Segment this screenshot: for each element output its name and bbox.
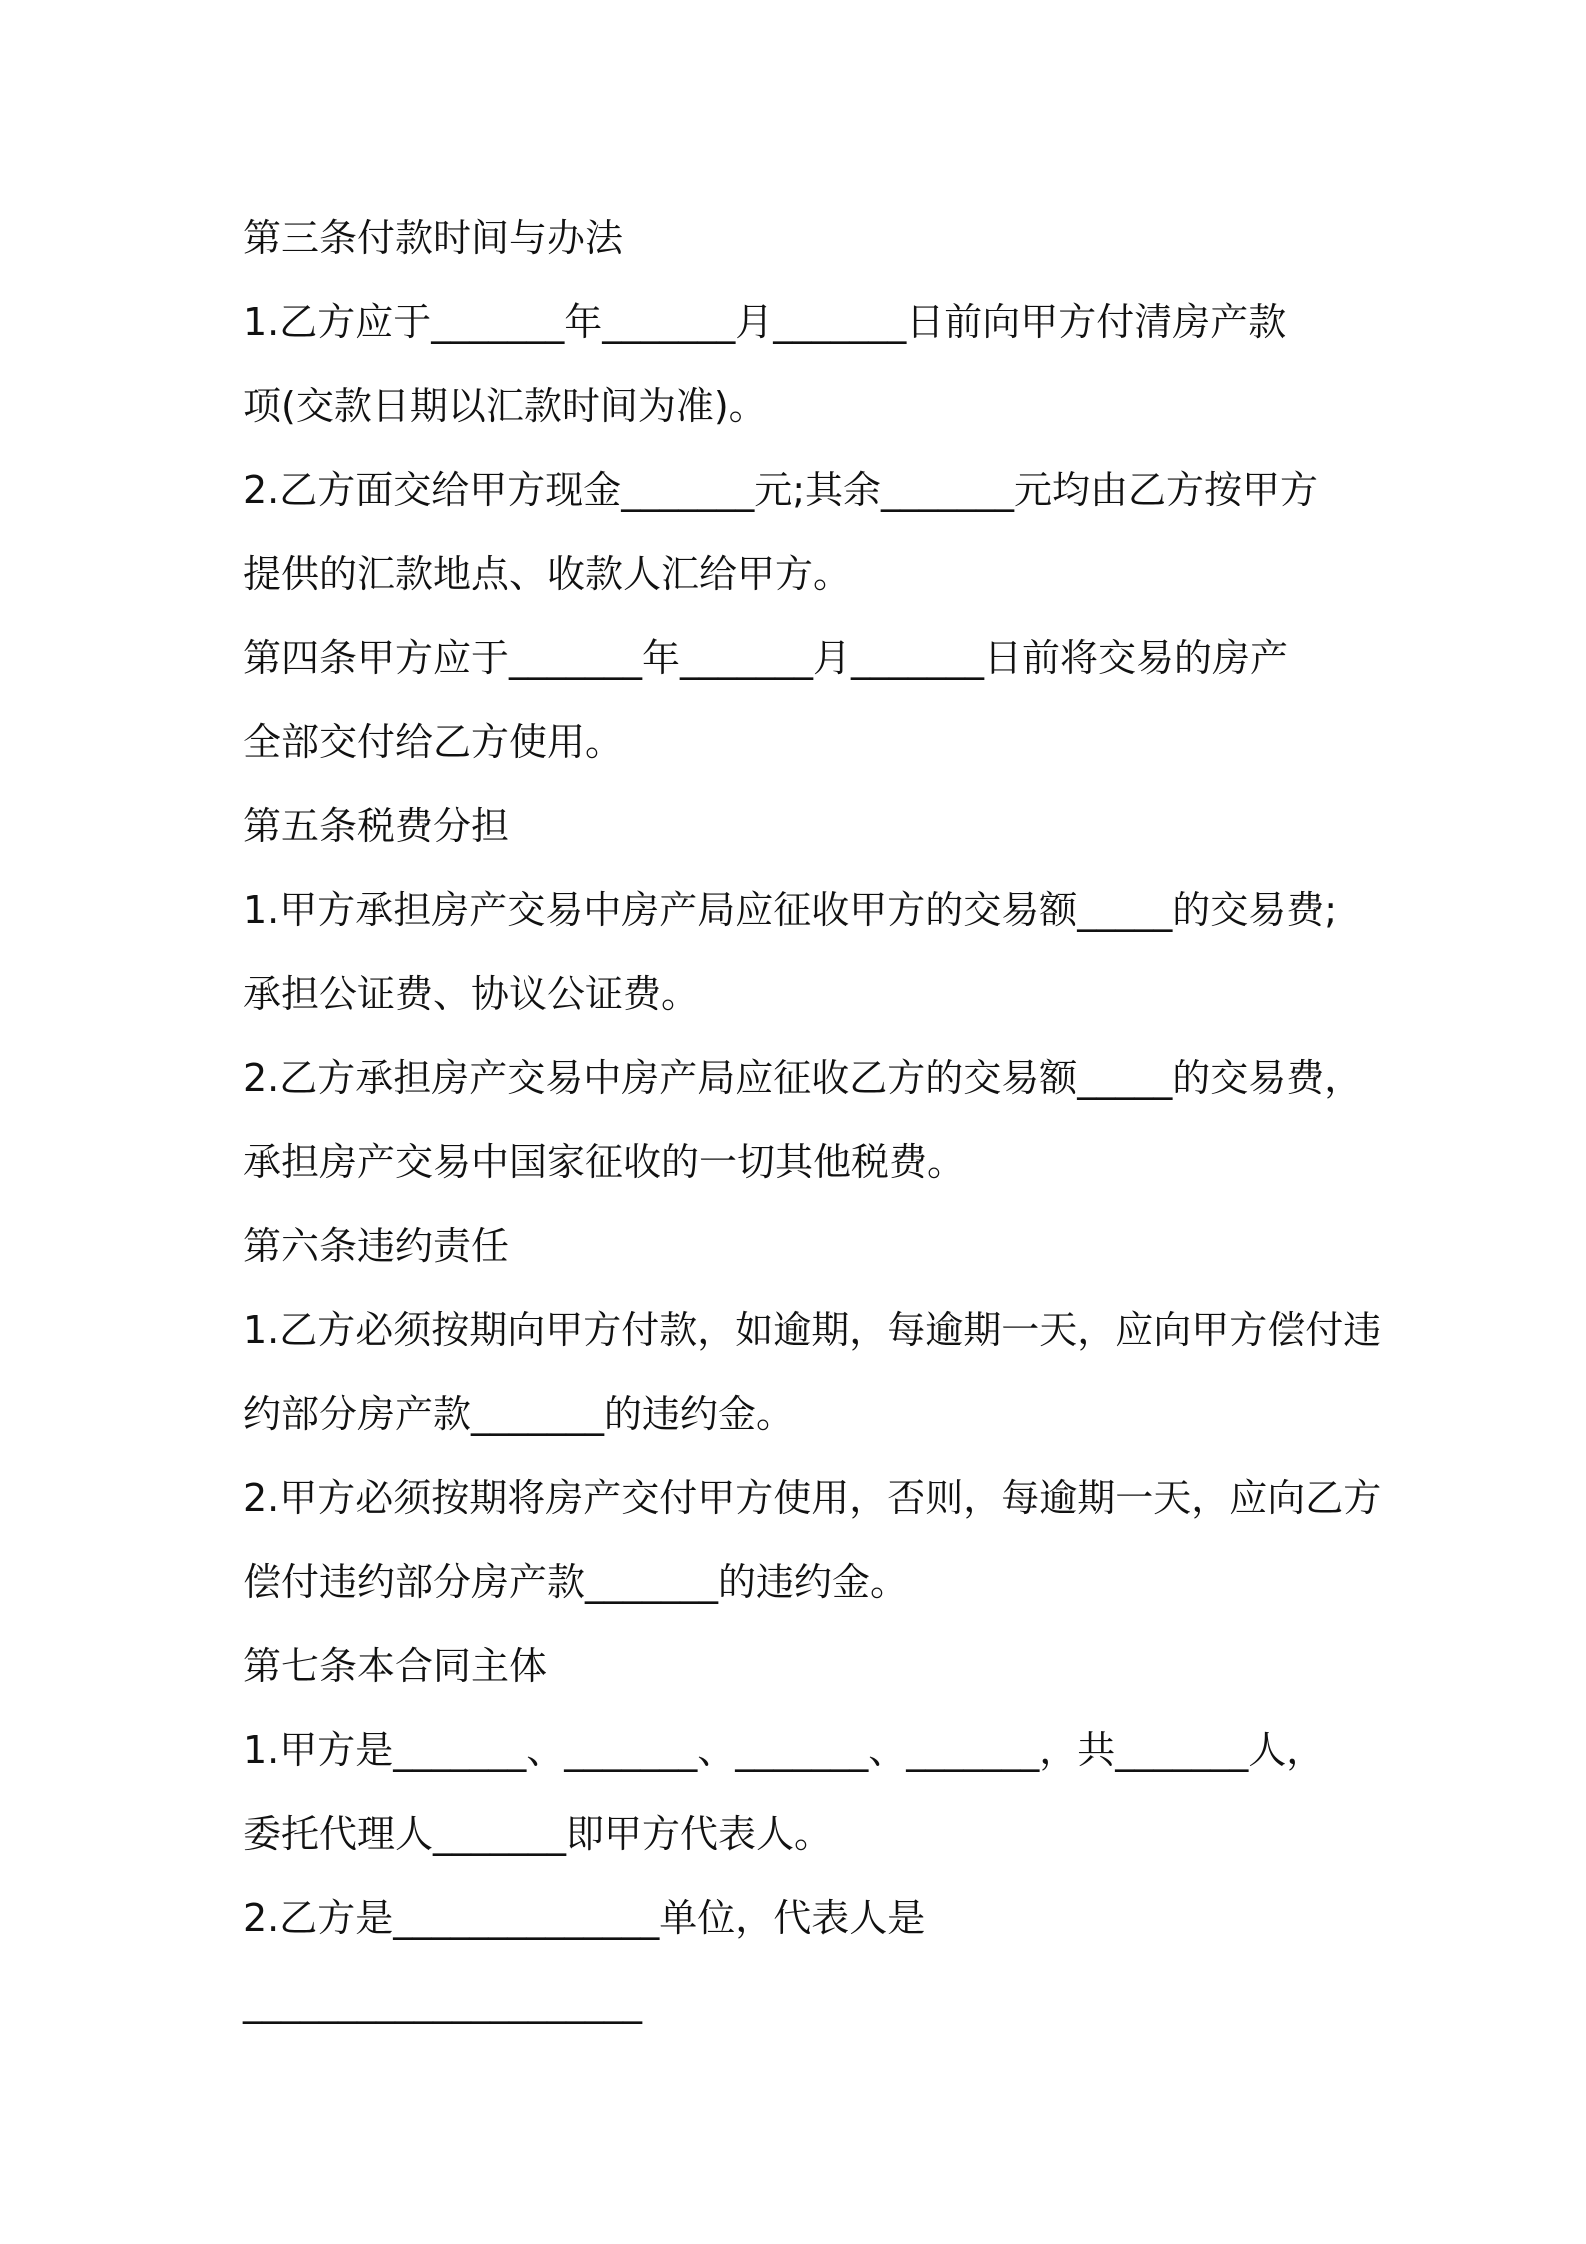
article-5-clause-1-cont: 承担公证费、协议公证费。	[243, 972, 700, 1016]
article-7-clause-2-cont: _____________________	[243, 1980, 642, 2024]
article-7-clause-1-cont: 委托代理人_______即甲方代表人。	[243, 1812, 833, 1856]
article-3-clause-2: 2.乙方面交给甲方现金_______元;其余_______元均由乙方按甲方	[243, 468, 1319, 512]
article-6-clause-1-cont: 约部分房产款_______的违约金。	[243, 1392, 795, 1436]
article-7-heading: 第七条本合同主体	[243, 1644, 548, 1688]
article-4-text: 第四条甲方应于_______年_______月_______日前将交易的房产	[243, 636, 1289, 680]
article-3-clause-1: 1.乙方应于_______年_______月_______日前向甲方付清房产款	[243, 300, 1287, 344]
article-5-clause-2: 2.乙方承担房产交易中房产局应征收乙方的交易额_____的交易费，	[243, 1056, 1363, 1100]
article-7-clause-2: 2.乙方是______________单位，代表人是	[243, 1896, 926, 1940]
article-6-clause-2-cont: 偿付违约部分房产款_______的违约金。	[243, 1560, 909, 1604]
article-5-heading: 第五条税费分担	[243, 804, 510, 848]
article-6-heading: 第六条违约责任	[243, 1224, 510, 1268]
article-6-clause-2: 2.甲方必须按期将房产交付甲方使用，否则，每逾期一天，应向乙方	[243, 1476, 1382, 1520]
article-3-clause-1-cont: 项(交款日期以汇款时间为准)。	[243, 384, 767, 428]
contract-body	[243, 196, 1393, 2044]
article-5-clause-2-cont: 承担房产交易中国家征收的一切其他税费。	[243, 1140, 966, 1184]
article-3-heading: 第三条付款时间与办法	[243, 216, 624, 260]
article-6-clause-1: 1.乙方必须按期向甲方付款，如逾期，每逾期一天，应向甲方偿付违	[243, 1308, 1382, 1352]
article-4-text-cont: 全部交付给乙方使用。	[243, 720, 624, 764]
article-7-clause-1: 1.甲方是_______、_______、_______、_______，共_______人，	[243, 1728, 1325, 1772]
article-3-clause-2-cont: 提供的汇款地点、收款人汇给甲方。	[243, 552, 852, 596]
article-5-clause-1: 1.甲方承担房产交易中房产局应征收甲方的交易额_____的交易费;	[243, 888, 1338, 932]
